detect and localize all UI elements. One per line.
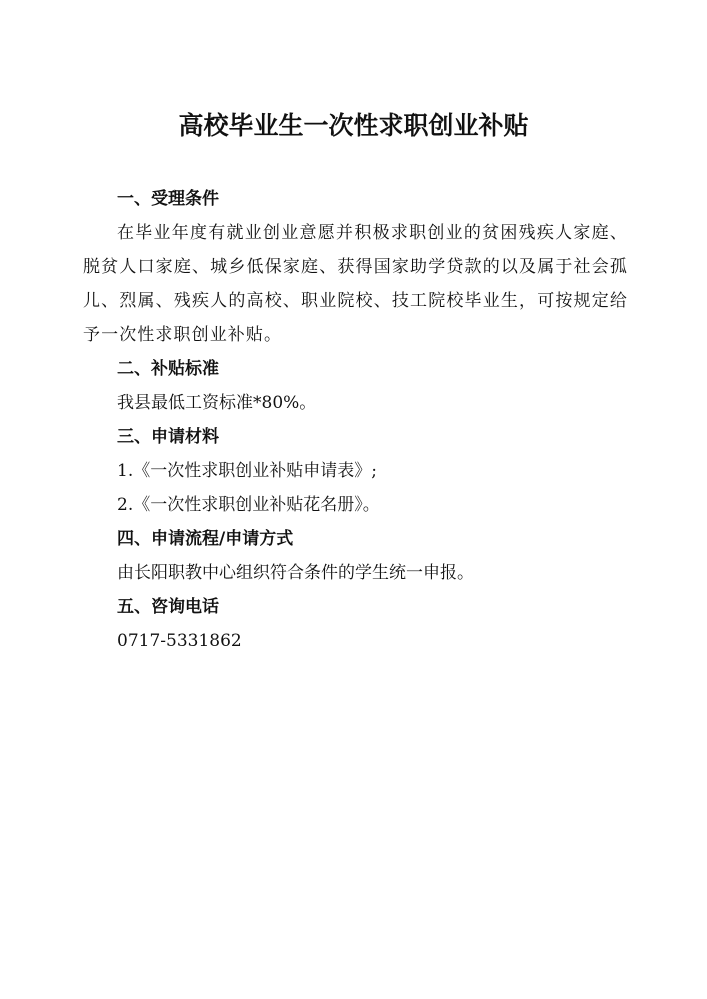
section-heading-application-materials: 三、申请材料 <box>117 427 219 447</box>
section-paragraph-acceptance-conditions: 在毕业年度有就业创业意愿并积极求职创业的贫困残疾人家庭、脱贫人口家庭、城乡低保家庭、获得国家助学贷款的以及属于社会孤儿、烈属、残疾人的高校、职业院校、技工院校毕业生，可按规定给予一次性求职创业补贴。 <box>83 223 628 345</box>
material-item-2: 2.《一次性求职创业补贴花名册》。 <box>117 495 380 515</box>
application-process-text: 由长阳职教中心组织符合条件的学生统一申报。 <box>117 563 474 583</box>
section-heading-subsidy-standard: 二、补贴标准 <box>117 359 219 379</box>
section-heading-consultation-phone: 五、咨询电话 <box>117 597 219 617</box>
material-item-1: 1.《一次性求职创业补贴申请表》; <box>117 461 377 481</box>
document-title: 高校毕业生一次性求职创业补贴 <box>178 111 529 140</box>
consultation-phone-number: 0717-5331862 <box>117 631 242 651</box>
document-body <box>83 182 628 658</box>
section-heading-application-process: 四、申请流程/申请方式 <box>117 529 294 549</box>
section-heading-acceptance-conditions: 一、受理条件 <box>117 189 219 209</box>
subsidy-standard-text: 我县最低工资标准*80%。 <box>117 393 317 413</box>
